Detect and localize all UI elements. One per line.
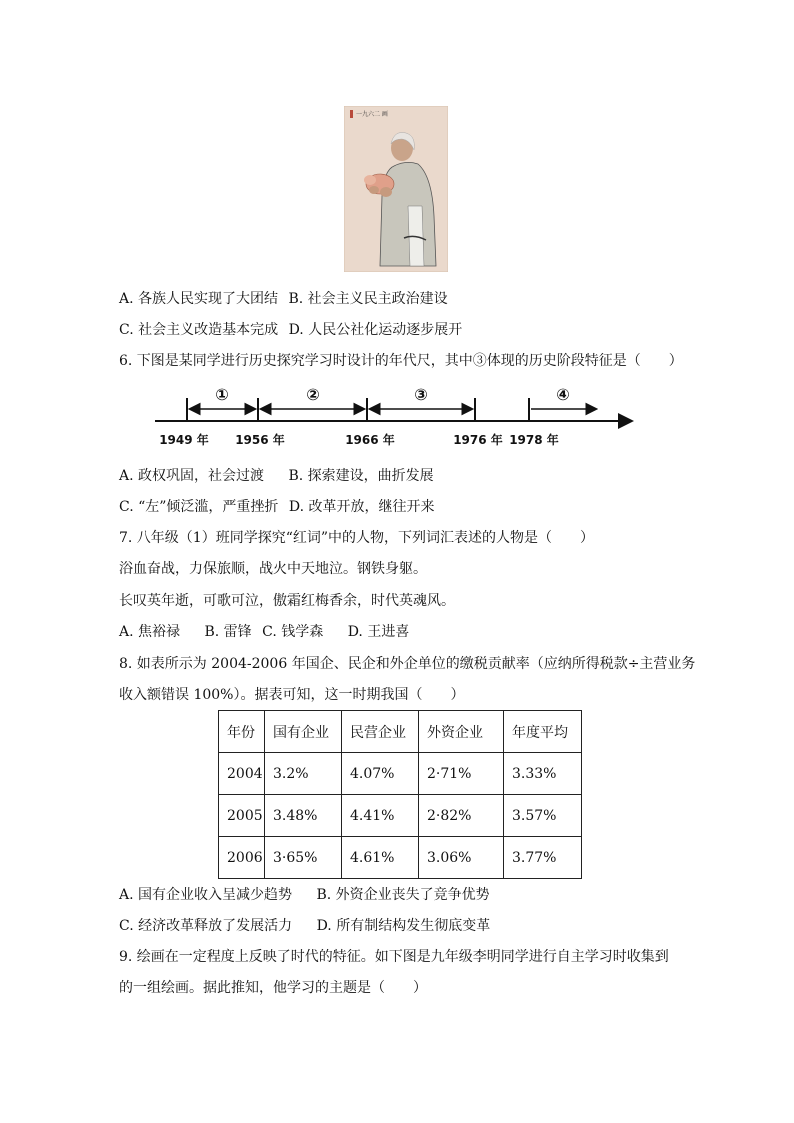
timeline-chart — [150, 380, 650, 460]
table-cell: 2004 — [219, 753, 265, 795]
table-row — [219, 795, 582, 837]
year-label-1978: 1978 年 — [509, 433, 559, 447]
q8-options-row-1 — [119, 886, 490, 904]
painting-illustration — [344, 106, 448, 272]
table-cell: 3·65% — [265, 837, 342, 879]
table-cell: 2005 — [219, 795, 265, 837]
table-cell: 2006 — [219, 837, 265, 879]
q5-option-d[interactable]: D. 人民公社化运动逐步展开 — [288, 322, 463, 338]
q9-stem-line-1: 9. 绘画在一定程度上反映了时代的特征。如下图是九年级李明同学进行自主学习时收集到 — [119, 949, 669, 965]
table-row — [219, 753, 582, 795]
q8-option-d[interactable]: D. 所有制结构发生彻底变革 — [316, 918, 491, 934]
q5-options-row-1 — [119, 290, 448, 308]
q7-option-b[interactable]: B. 雷锋 — [204, 624, 252, 640]
q8-option-a[interactable]: A. 国有企业收入呈减少趋势 — [119, 887, 293, 903]
stage-label-1: ① — [215, 385, 229, 404]
q6-option-b[interactable]: B. 探索建设，曲折发展 — [288, 468, 434, 484]
table-cell: 4.61% — [342, 837, 419, 879]
table-cell: 3.48% — [265, 795, 342, 837]
q7-verse-line-1: 浴血奋战，力保旅顺，战火中天地泣。钢铁身躯。 — [119, 561, 427, 577]
table-cell: 3.2% — [265, 753, 342, 795]
table-header-cell: 民营企业 — [342, 711, 419, 753]
table-cell: 2·71% — [419, 753, 504, 795]
table-header-cell: 年度平均 — [504, 711, 582, 753]
painting-inscription: 一九六二 画 — [356, 111, 388, 118]
table-cell: 4.41% — [342, 795, 419, 837]
q5-options-row-2 — [119, 321, 462, 339]
q5-option-a[interactable]: A. 各族人民实现了大团结 — [119, 291, 279, 307]
q7-options-row — [119, 623, 409, 641]
table-cell: 3.57% — [504, 795, 582, 837]
q6-timeline — [150, 380, 650, 460]
year-label-1976: 1976 年 — [453, 433, 503, 447]
table-cell: 2·82% — [419, 795, 504, 837]
q8-option-c[interactable]: C. 经济改革释放了发展活力 — [119, 918, 293, 934]
q8-options-row-2 — [119, 917, 490, 935]
q6-option-c[interactable]: C. “左”倾泛滥，严重挫折 — [119, 499, 279, 515]
table-cell: 3.06% — [419, 837, 504, 879]
table-header-row — [219, 711, 582, 753]
painting-elderly-woman-with-lamb — [344, 106, 448, 272]
q6-options-row-2 — [119, 498, 435, 516]
year-label-1956: 1956 年 — [235, 433, 285, 447]
table-row — [219, 837, 582, 879]
table-cell: 4.07% — [342, 753, 419, 795]
stage-label-2: ② — [306, 385, 320, 404]
q5-option-c[interactable]: C. 社会主义改造基本完成 — [119, 322, 279, 338]
stage-label-4: ④ — [556, 385, 570, 404]
table-header-cell: 年份 — [219, 711, 265, 753]
q6-options-row-1 — [119, 467, 434, 485]
q7-option-d[interactable]: D. 王进喜 — [347, 624, 410, 640]
q8-stem-line-2: 收入额错误 100%）。据表可知，这一时期我国（ ） — [119, 687, 465, 703]
stage-label-3: ③ — [414, 385, 428, 404]
q9-stem-line-2: 的一组绘画。据此推知，他学习的主题是（ ） — [119, 980, 427, 996]
q7-option-c[interactable]: C. 钱学森 — [262, 624, 324, 640]
q5-option-b[interactable]: B. 社会主义民主政治建设 — [288, 291, 448, 307]
q7-stem: 7. 八年级（1）班同学探究“红词”中的人物，下列词汇表述的人物是（ ） — [119, 530, 595, 546]
tax-contribution-table — [218, 710, 582, 879]
q6-option-d[interactable]: D. 改革开放，继往开来 — [288, 499, 435, 515]
table-cell: 3.77% — [504, 837, 582, 879]
table-header-cell: 外资企业 — [419, 711, 504, 753]
q6-option-a[interactable]: A. 政权巩固，社会过渡 — [119, 468, 265, 484]
q7-verse-line-2: 长叹英年逝，可歌可泣，傲霜红梅香余，时代英魂风。 — [119, 593, 455, 609]
q7-option-a[interactable]: A. 焦裕禄 — [119, 624, 181, 640]
q6-stem: 6. 下图是某同学进行历史探究学习时设计的年代尺，其中③体现的历史阶段特征是（ ） — [119, 353, 683, 369]
table-cell: 3.33% — [504, 753, 582, 795]
table-header-cell: 国有企业 — [265, 711, 342, 753]
q8-stem-line-1: 8. 如表所示为 2004-2006 年国企、民企和外企单位的缴税贡献率（应纳所得税款÷主营业务 — [119, 656, 696, 672]
year-label-1949: 1949 年 — [159, 433, 209, 447]
q8-option-b[interactable]: B. 外资企业丧失了竞争优势 — [316, 887, 490, 903]
year-label-1966: 1966 年 — [345, 433, 395, 447]
